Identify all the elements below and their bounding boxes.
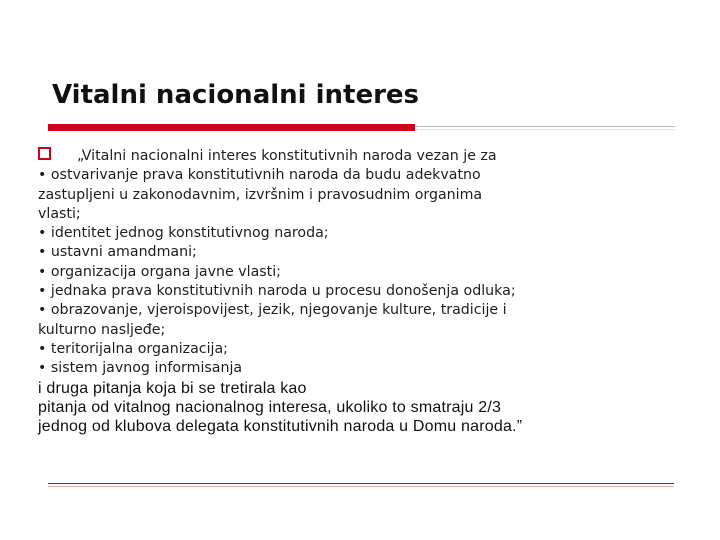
- body-line: • jednaka prava konstitutivnih naroda u procesu donošenja odluka;: [38, 283, 516, 300]
- body-line: • organizacija organa javne vlasti;: [38, 263, 281, 280]
- body-line: zastupljeni u zakonodavnim, izvršnim i pravosudnim organima: [38, 186, 483, 203]
- body-line: • sistem javnog informisanja: [38, 360, 243, 377]
- body-line-emphasis: i druga pitanja koja bi se tretirala kao: [38, 379, 307, 397]
- bottom-divider-line: [48, 483, 674, 484]
- red-square-checkbox-icon: [38, 147, 51, 160]
- body-line-text: jednog od klubova delegata konstitutivnih naroda u Domu naroda.: [38, 418, 517, 436]
- body-line: • teritorijalna organizacija;: [38, 340, 228, 357]
- body-line: • ustavni amandmani;: [38, 244, 197, 261]
- body-line: • identitet jednog konstitutivnog naroda;: [38, 225, 329, 242]
- title-divider-line: [415, 126, 675, 127]
- body-line: • obrazovanje, vjeroispovijest, jezik, njegovanje kulture, tradicije i: [38, 302, 507, 319]
- body-line: vlasti;: [38, 205, 81, 222]
- body-line: [38, 147, 698, 166]
- slide-body: [38, 147, 698, 436]
- bottom-divider-line-shadow: [48, 486, 674, 487]
- closing-quote: ”: [516, 418, 523, 436]
- body-line: • ostvarivanje prava konstitutivnih naroda da budu adekvatno: [38, 167, 481, 184]
- title-divider-line-shadow: [415, 129, 675, 130]
- slide-title: Vitalni nacionalni interes: [52, 80, 420, 110]
- body-line-emphasis: [38, 417, 698, 436]
- title-accent-bar: [48, 124, 415, 131]
- body-line-text: „Vitalni nacionalni interes konstitutivnih naroda vezan je za: [77, 148, 497, 164]
- body-line: kulturno nasljeđe;: [38, 321, 166, 338]
- body-line-emphasis: pitanja od vitalnog nacionalnog interesa, ukoliko to smatraju 2/3: [38, 398, 502, 416]
